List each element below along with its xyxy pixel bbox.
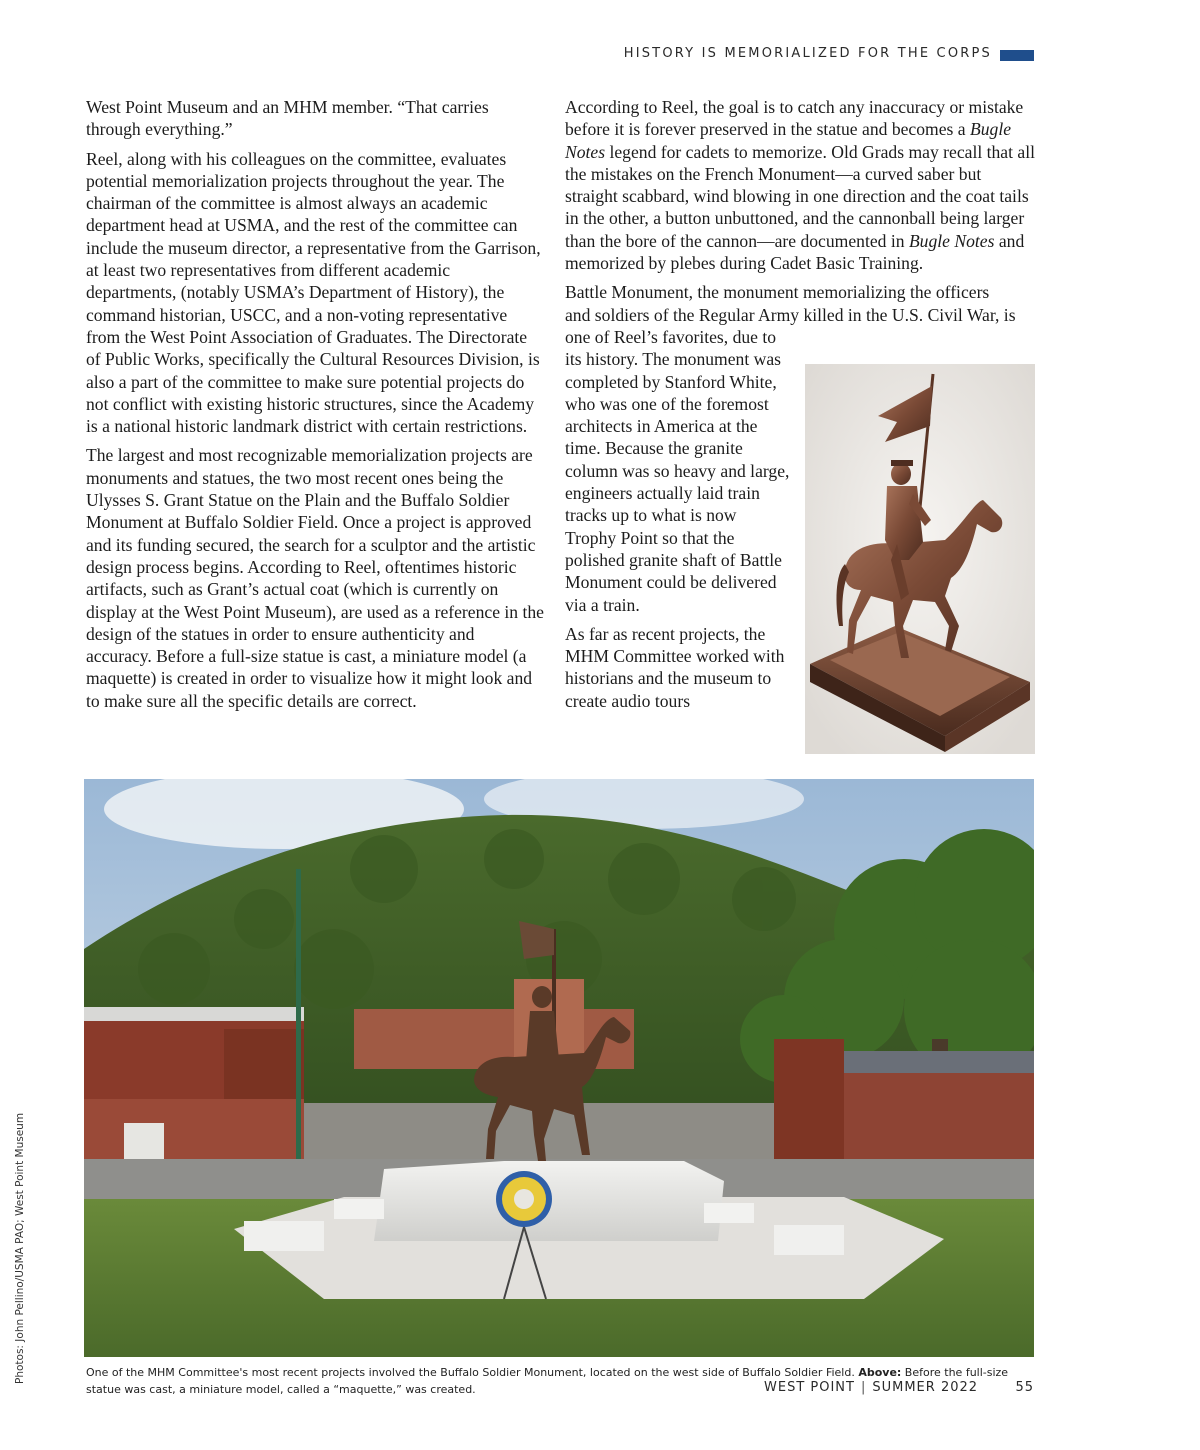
paragraph xyxy=(565,96,1035,274)
maquette-image xyxy=(805,364,1035,754)
section-header: HISTORY IS MEMORIALIZED FOR THE CORPS xyxy=(623,46,992,61)
text-run: and memorized by plebes during Cadet Basic Training. xyxy=(565,230,1025,274)
paragraph: West Point Museum and an MHM member. “That carries through everything.” xyxy=(86,97,489,140)
paragraph: Reel, along with his colleagues on the committee, evaluates potential memorialization projects throughout the year. The chairman of the committee is almost always an academic department head at USMA, and the rest of the committee can include the museum director, a representative from the Garrison, at least two representatives from different academic departments, (notably USMA’s Department of History), the command historian, USCC, and a non-voting representative from the West Point Association of Graduates. The Directorate of Public Works, specifically the Cultural Resources Division, is also a part of the committee to make sure potential projects do not conflict with existing historic structures, since the Academy is a national historic landmark district with certain restrictions. xyxy=(86,148,541,437)
page-number: 55 xyxy=(1015,1380,1034,1395)
caption-label: Above: xyxy=(858,1366,902,1379)
caption-text: Before the full-size statue was cast, a miniature model, called a “maquette,” was created. xyxy=(86,1366,1009,1396)
italic-title: Bugle Notes xyxy=(565,119,1012,162)
italic-title: Bugle Notes xyxy=(908,230,995,251)
header-accent-bar xyxy=(1000,50,1034,61)
paragraph: As far as recent projects, the MHM Committee worked with historians and the museum to create audio tours xyxy=(565,623,785,711)
text-line: Battle Monument, the monument memorializing the officers xyxy=(565,282,990,303)
photo-credit: Photos: John Pellino/USMA PAO; West Point Museum xyxy=(14,1112,26,1384)
footer-separator: | xyxy=(860,1380,867,1395)
text-run: According to Reel, the goal is to catch any inaccuracy or mistake before it is forever preserved in the statue and becomes a xyxy=(565,97,1024,140)
issue-label: SUMMER 2022 xyxy=(872,1380,979,1395)
monument-illustration xyxy=(84,779,1034,1357)
paragraph: The largest and most recognizable memorialization projects are monuments and statues, the two most recent ones being the Ulysses S. Grant Statue on the Plain and the Buffalo Soldier Monument at Buffalo Soldier Field. Once a project is approved and its funding secured, the search for a sculptor and the artistic design process begins. According to Reel, oftentimes historic artifacts, such as Grant’s actual coat (which is currently on display at the West Point Museum), are used as a reference in the design of the statues in order to ensure authenticity and accuracy. Before a full-size statue is cast, a miniature model (a maquette) is created in order to visualize how it might look and to make sure all the specific details are correct. xyxy=(86,445,544,711)
maquette-illustration xyxy=(805,364,1035,754)
text-run: one of Reel’s favorites, due to its history. The monument was completed by Stanford White, who was one of the foremost architects in America at the time. Because the granite column was so heavy and large, engineers actually laid train tracks up to what is now Trophy Point so that the polished granite shaft of Battle Monument could be delivered via a train. xyxy=(565,326,790,615)
buffalo-soldier-monument-photo xyxy=(84,779,1034,1357)
text-line: and soldiers of the Regular Army killed in the U.S. Civil War, is xyxy=(565,304,1016,325)
text-run: legend for cadets to memorize. Old Grads may recall that all the mistakes on the French Monument—a curved saber but straight scabbard, wind blowing in one direction and the coat tails in the other, a button unbuttoned, and the cannonball being larger than the bore of the cannon—are documented in xyxy=(565,141,1035,251)
publication-name: WEST POINT xyxy=(764,1380,855,1395)
caption-text: One of the MHM Committee's most recent projects involved the Buffalo Soldier Monument, located on the west side of Buffalo Soldier Field. xyxy=(86,1366,859,1379)
left-column xyxy=(86,96,544,719)
footer-publication xyxy=(764,1380,978,1395)
